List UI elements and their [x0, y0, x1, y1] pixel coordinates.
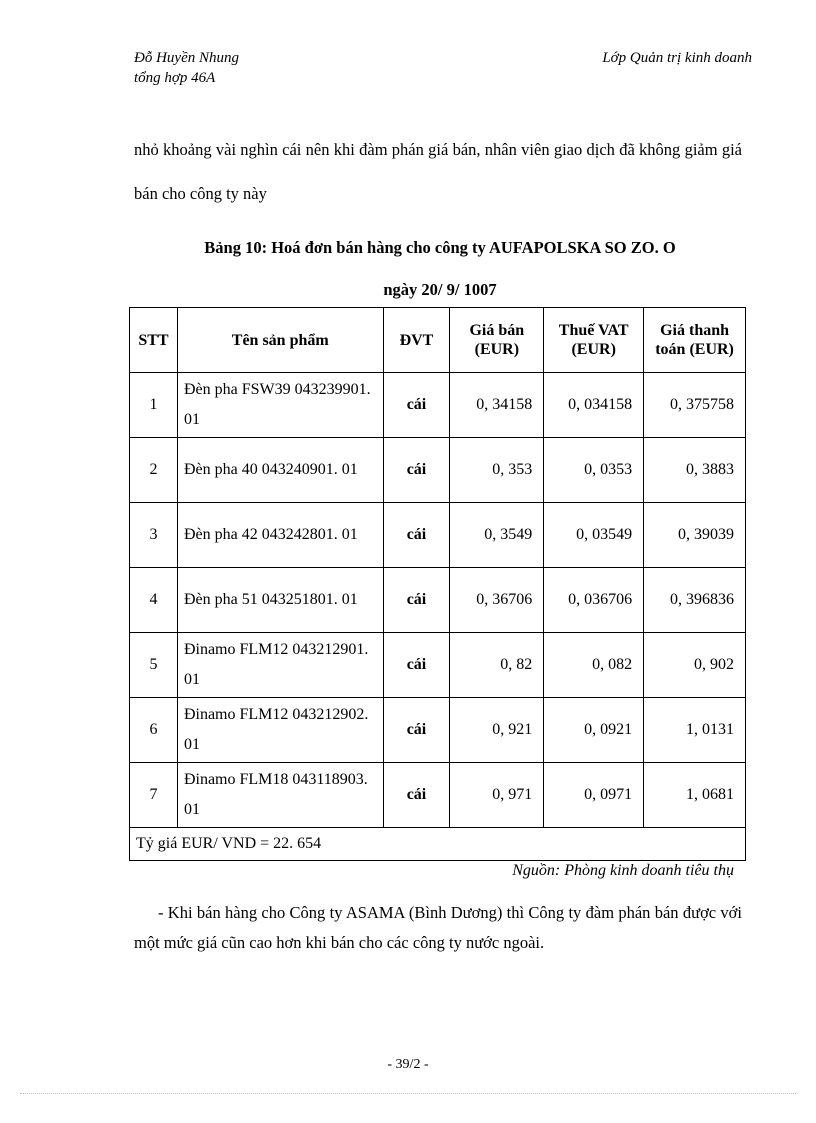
paragraph-bottom: - Khi bán hàng cho Công ty ASAMA (Bình Dương) thì Công ty đàm phán bán được với một mức giá cũn cao hơn khi bán cho các công ty nước ngoài. — [134, 903, 742, 952]
exchange-rate: Tỷ giá EUR/ VND = 22. 654 — [130, 828, 746, 861]
cell-vat: 0, 082 — [544, 633, 644, 698]
cell-product-name: Đèn pha 51 043251801. 01 — [177, 568, 383, 633]
cell-unit: cái — [383, 438, 450, 503]
cell-unit: cái — [383, 373, 450, 438]
paragraph-top: nhỏ khoảng vài nghìn cái nên khi đàm phán giá bán, nhân viên giao dịch đã không giảm giá bán cho công ty này — [134, 140, 742, 203]
header-unit: ĐVT — [383, 308, 450, 373]
page-header-author — [134, 48, 239, 88]
cell-stt: 1 — [130, 373, 178, 438]
cell-stt: 2 — [130, 438, 178, 503]
cell-unit: cái — [383, 568, 450, 633]
cell-vat: 0, 0353 — [544, 438, 644, 503]
page-number: - 39/2 - — [387, 1057, 429, 1072]
cell-price: 0, 3549 — [450, 503, 544, 568]
cell-total: 1, 0681 — [644, 763, 746, 828]
cell-product-name: Đèn pha 40 043240901. 01 — [177, 438, 383, 503]
cell-stt: 5 — [130, 633, 178, 698]
cell-product-name: Đinamo FLM18 043118903. 01 — [177, 763, 383, 828]
header-price: Giá bán (EUR) — [450, 308, 544, 373]
page-bottom-divider — [20, 1093, 796, 1094]
cell-unit: cái — [383, 633, 450, 698]
author-name: Đỗ Huyền Nhung — [134, 50, 239, 66]
author-class: tổng hợp 46A — [134, 70, 216, 86]
header-stt: STT — [130, 308, 178, 373]
cell-stt: 4 — [130, 568, 178, 633]
table-row — [130, 633, 746, 698]
cell-vat: 0, 0971 — [544, 763, 644, 828]
invoice-table — [129, 307, 746, 861]
table-row — [130, 373, 746, 438]
cell-price: 0, 971 — [450, 763, 544, 828]
cell-stt: 3 — [130, 503, 178, 568]
cell-product-name: Đinamo FLM12 043212901. 01 — [177, 633, 383, 698]
header-vat: Thuế VAT (EUR) — [544, 308, 644, 373]
table-row — [130, 568, 746, 633]
cell-product-name: Đinamo FLM12 043212902. 01 — [177, 698, 383, 763]
table-row — [130, 763, 746, 828]
cell-price: 0, 36706 — [450, 568, 544, 633]
cell-stt: 7 — [130, 763, 178, 828]
cell-vat: 0, 036706 — [544, 568, 644, 633]
cell-product-name: Đèn pha FSW39 043239901. 01 — [177, 373, 383, 438]
cell-product-name: Đèn pha 42 043242801. 01 — [177, 503, 383, 568]
cell-vat: 0, 03549 — [544, 503, 644, 568]
table-row — [130, 503, 746, 568]
header-total: Giá thanh toán (EUR) — [644, 308, 746, 373]
cell-vat: 0, 0921 — [544, 698, 644, 763]
table-footer-row — [130, 828, 746, 861]
cell-total: 0, 902 — [644, 633, 746, 698]
cell-total: 0, 39039 — [644, 503, 746, 568]
cell-vat: 0, 034158 — [544, 373, 644, 438]
table-title: Bảng 10: Hoá đơn bán hàng cho công ty AUFAPOLSKA SO ZO. O — [204, 238, 676, 257]
cell-stt: 6 — [130, 698, 178, 763]
cell-total: 1, 0131 — [644, 698, 746, 763]
cell-unit: cái — [383, 763, 450, 828]
cell-price: 0, 34158 — [450, 373, 544, 438]
table-header-row — [130, 308, 746, 373]
cell-price: 0, 353 — [450, 438, 544, 503]
table-date: ngày 20/ 9/ 1007 — [383, 280, 497, 299]
page-header-class: Lớp Quản trị kinh doanh — [602, 50, 752, 66]
cell-unit: cái — [383, 698, 450, 763]
cell-price: 0, 921 — [450, 698, 544, 763]
cell-total: 0, 375758 — [644, 373, 746, 438]
table-row — [130, 438, 746, 503]
table-source: Nguồn: Phòng kinh doanh tiêu thụ — [512, 862, 734, 879]
cell-unit: cái — [383, 503, 450, 568]
table-row — [130, 698, 746, 763]
header-product-name: Tên sản phẩm — [177, 308, 383, 373]
cell-total: 0, 3883 — [644, 438, 746, 503]
cell-price: 0, 82 — [450, 633, 544, 698]
cell-total: 0, 396836 — [644, 568, 746, 633]
